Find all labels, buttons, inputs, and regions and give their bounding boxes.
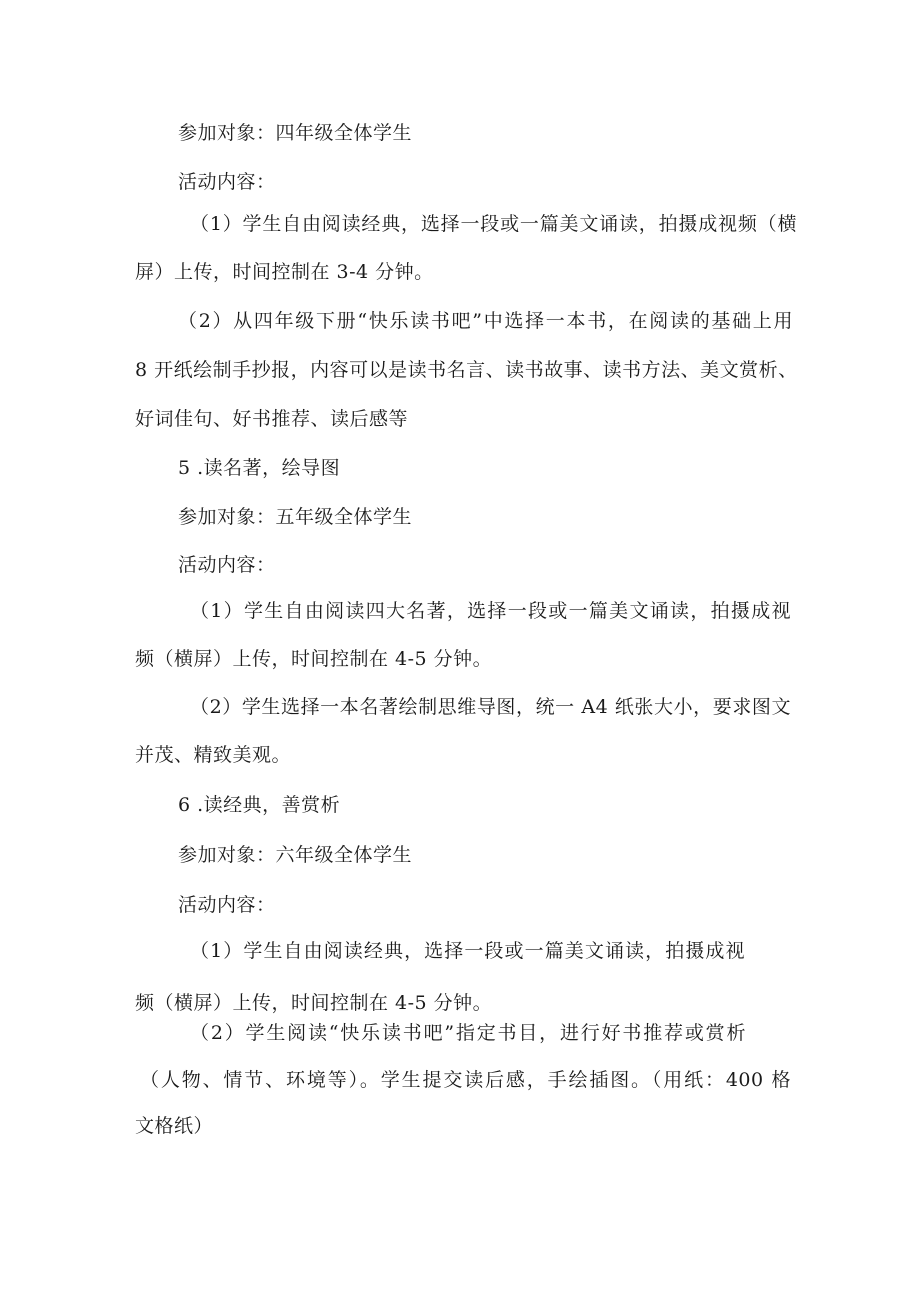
grade6-item1-line1: （1）学生自由阅读经典，选择一段或一篇美文诵读，拍摄成视 — [190, 940, 745, 962]
grade4-item1-line1: （1）学生自由阅读经典，选择一段或一篇美文诵读，拍摄成视频（横 — [190, 213, 797, 235]
section6-heading: 6 .读经典，善赏析 — [178, 794, 341, 816]
grade5-item2-line1: （2）学生选择一本名著绘制思维导图，统一 A4 纸张大小，要求图文 — [190, 696, 791, 718]
grade5-content-heading: 活动内容： — [178, 554, 276, 576]
grade6-item2-line1: （2）学生阅读“快乐读书吧”指定书目，进行好书推荐或赏析 — [190, 1022, 746, 1044]
section5-heading: 5 .读名著，绘导图 — [178, 457, 341, 479]
grade6-participants: 参加对象：六年级全体学生 — [178, 844, 413, 866]
grade6-content-heading: 活动内容： — [178, 894, 276, 916]
grade4-item2-line3: 好词佳句、好书推荐、读后感等 — [135, 408, 409, 430]
grade6-item2-line3: 文格纸） — [135, 1115, 214, 1137]
grade6-item2-line2: （人物、情节、环境等）。学生提交读后感，手绘插图。（用纸：400 格 — [140, 1069, 791, 1091]
grade4-item2-line2: 8 开纸绘制手抄报，内容可以是读书名言、读书故事、读书方法、美文赏析、 — [135, 359, 798, 381]
grade5-item1-line1: （1）学生自由阅读四大名著，选择一段或一篇美文诵读，拍摄成视 — [190, 600, 791, 622]
grade6-item1-line2: 频（横屏）上传，时间控制在 4-5 分钟。 — [135, 992, 493, 1014]
grade4-item1-line2: 屏）上传，时间控制在 3-4 分钟。 — [135, 261, 434, 283]
grade5-item2-line2: 并茂、精致美观。 — [135, 744, 292, 766]
grade4-content-heading: 活动内容： — [178, 171, 276, 193]
grade4-participants: 参加对象：四年级全体学生 — [178, 122, 413, 144]
grade4-item2-line1: （2）从四年级下册“快乐读书吧”中选择一本书，在阅读的基础上用 — [178, 310, 793, 332]
grade5-participants: 参加对象：五年级全体学生 — [178, 506, 413, 528]
grade5-item1-line2: 频（横屏）上传，时间控制在 4-5 分钟。 — [135, 648, 493, 670]
